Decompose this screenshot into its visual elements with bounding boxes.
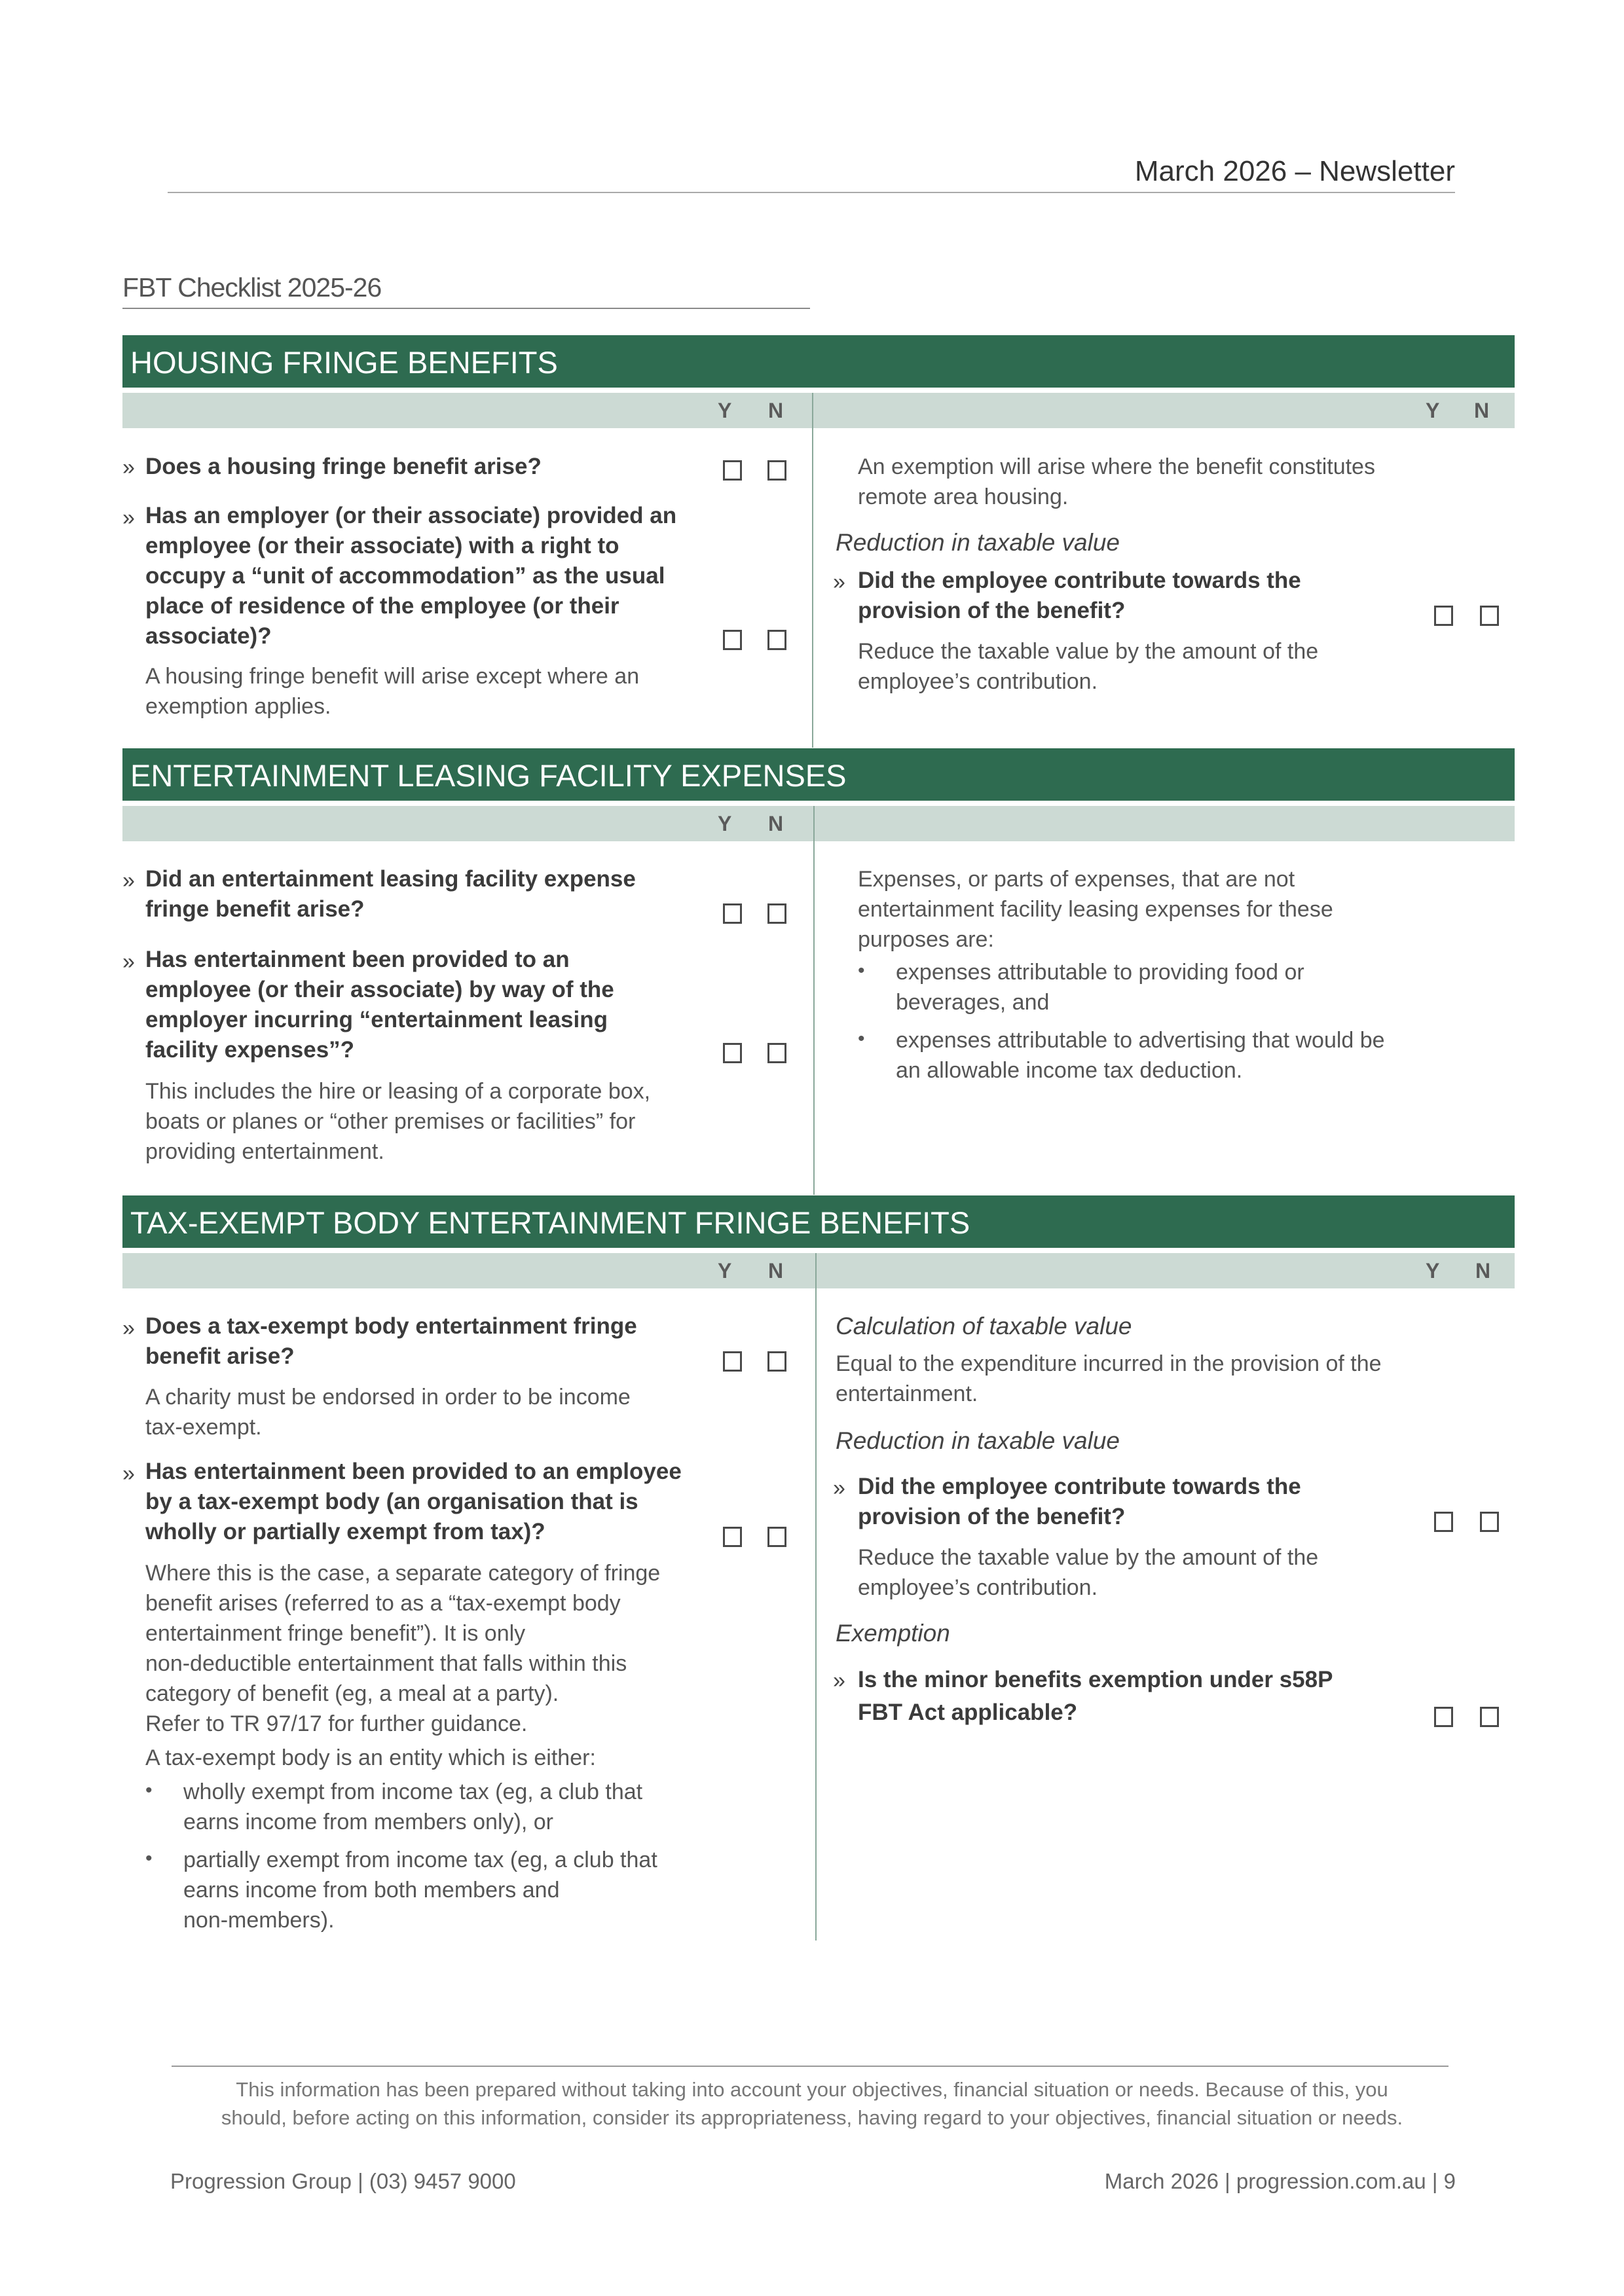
entertainment-yn-bar (122, 806, 1515, 841)
no-label: N (1474, 399, 1490, 422)
footer-contact: Progression Group | (03) 9457 9000 (170, 2169, 516, 2193)
entertainment-q1-yes-checkbox[interactable] (723, 903, 742, 924)
housing-yn-bar (122, 393, 1515, 428)
taxexempt-bullet-2: partially exempt from income tax (eg, a club that earns income from both members and non-members). (183, 1848, 657, 1933)
column-divider (812, 393, 813, 748)
column-divider (813, 806, 815, 1195)
taxexempt-q2-no-checkbox[interactable] (767, 1527, 786, 1547)
disclaimer: This information has been prepared without taking into account your objectives, financial situation or needs. Because of this, you should, before acting on this information, consider its appropriateness, having regard to your objectives, financial situation or needs. (221, 2078, 1403, 2129)
housing-reduction-heading: Reduction in taxable value (836, 529, 1120, 556)
taxexempt-q2-note: Where this is the case, a separate category of fringe benefit arises (referred to as a “tax-exempt body entertainment fringe benefit”). It is only non-deductible entertainment that falls within this category of benefit (eg, a meal at a party). Refer to TR 97/17 for further guidance. (145, 1561, 661, 1736)
entertainment-q1-no-checkbox[interactable] (767, 903, 786, 924)
section-entertainment-title: ENTERTAINMENT LEASING FACILITY EXPENSES (122, 748, 1515, 801)
taxexempt-contribution-yes-checkbox[interactable] (1434, 1512, 1453, 1532)
yes-label: Y (718, 1259, 732, 1283)
entertainment-q2-no-checkbox[interactable] (767, 1043, 786, 1063)
taxexempt-q2-yes-checkbox[interactable] (723, 1527, 742, 1547)
no-label: N (768, 812, 784, 835)
checklist-subtitle: FBT Checklist 2025-26 (122, 272, 810, 309)
no-label: N (768, 399, 784, 422)
chevron-bullet-icon: » (122, 1316, 135, 1341)
taxexempt-contribution-note: Reduce the taxable value by the amount of the employee’s contribution. (858, 1545, 1319, 1600)
yes-label: Y (718, 812, 732, 835)
housing-q1-no-checkbox[interactable] (767, 460, 786, 481)
taxexempt-q1-yes-checkbox[interactable] (723, 1351, 742, 1372)
housing-q2-yes-checkbox[interactable] (723, 630, 742, 650)
entertainment-expense-bullet-1: expenses attributable to providing food or beverages, and (896, 960, 1304, 1015)
entertainment-q2-note: This includes the hire or leasing of a corporate box, boats or planes or “other premises or facilities” for providing entertainment. (145, 1079, 651, 1164)
chevron-bullet-icon: » (122, 505, 135, 530)
taxexempt-yn-bar (122, 1253, 1515, 1288)
housing-q2-note: A housing fringe benefit will arise except where an exemption applies. (145, 664, 640, 719)
column-divider (815, 1253, 817, 1941)
housing-exemption-note: An exemption will arise where the benefit constitutes remote area housing. (858, 454, 1375, 509)
entertainment-question-2: Has entertainment been provided to an employee (or their associate) by way of the employer incurring “entertainment leasing facility expenses”? (145, 947, 614, 1063)
housing-contribution-question: Did the employee contribute towards the provision of the benefit? (858, 568, 1301, 623)
yes-label: Y (718, 399, 732, 422)
housing-contribution-no-checkbox[interactable] (1480, 606, 1499, 626)
chevron-bullet-icon: » (122, 455, 135, 480)
chevron-bullet-icon: » (833, 1668, 845, 1693)
entertainment-expenses-intro: Expenses, or parts of expenses, that are not entertainment facility leasing expenses for these purposes are: (858, 867, 1333, 952)
bullet-dot-icon: • (145, 1848, 153, 1869)
chevron-bullet-icon: » (833, 1476, 845, 1501)
taxexempt-contribution-question: Did the employee contribute towards the provision of the benefit? (858, 1474, 1301, 1529)
bullet-dot-icon: • (858, 960, 865, 981)
taxexempt-body-definition: A tax-exempt body is an entity which is either: (145, 1745, 596, 1770)
chevron-bullet-icon: » (122, 868, 135, 893)
newsletter-title: March 2026 – Newsletter (1134, 155, 1455, 187)
entertainment-expense-bullet-2: expenses attributable to advertising that would be an allowable income tax deduction. (896, 1028, 1385, 1083)
section-taxexempt-title: TAX-EXEMPT BODY ENTERTAINMENT FRINGE BENEFITS (122, 1195, 1515, 1248)
taxexempt-calculation-text: Equal to the expenditure incurred in the provision of the entertainment. (836, 1351, 1382, 1406)
chevron-bullet-icon: » (833, 570, 845, 594)
entertainment-q2-yes-checkbox[interactable] (723, 1043, 742, 1063)
chevron-bullet-icon: » (122, 1461, 135, 1486)
housing-contribution-note: Reduce the taxable value by the amount of the employee’s contribution. (858, 639, 1319, 694)
taxexempt-minor-yes-checkbox[interactable] (1434, 1707, 1453, 1727)
taxexempt-contribution-no-checkbox[interactable] (1480, 1512, 1499, 1532)
taxexempt-reduction-heading: Reduction in taxable value (836, 1427, 1120, 1454)
taxexempt-question-2: Has entertainment been provided to an employee by a tax-exempt body (an organisation that is wholly or partially exempt from tax)? (145, 1459, 682, 1544)
footer-divider (172, 2066, 1449, 2067)
no-label: N (1475, 1259, 1491, 1283)
housing-q2-no-checkbox[interactable] (767, 630, 786, 650)
taxexempt-question-1: Does a tax-exempt body entertainment fringe benefit arise? (145, 1313, 637, 1369)
bullet-dot-icon: • (858, 1028, 865, 1049)
bullet-dot-icon: • (145, 1779, 153, 1801)
taxexempt-bullet-1: wholly exempt from income tax (eg, a club that earns income from members only), or (183, 1779, 643, 1834)
housing-q1-yes-checkbox[interactable] (723, 460, 742, 481)
housing-question-2: Has an employer (or their associate) provided an employee (or their associate) with a right to occupy a “unit of accommodation” as the usual place of residence of the employee (or their associate)? (145, 503, 677, 649)
section-housing-title: HOUSING FRINGE BENEFITS (122, 335, 1515, 388)
chevron-bullet-icon: » (122, 949, 135, 974)
yes-label: Y (1426, 1259, 1440, 1283)
no-label: N (768, 1259, 784, 1283)
housing-question-1: Does a housing fringe benefit arise? (145, 454, 542, 479)
taxexempt-calculation-heading: Calculation of taxable value (836, 1313, 1132, 1339)
entertainment-question-1: Did an entertainment leasing facility expense fringe benefit arise? (145, 866, 636, 922)
taxexempt-exemption-heading: Exemption (836, 1620, 950, 1647)
taxexempt-minor-no-checkbox[interactable] (1480, 1707, 1499, 1727)
taxexempt-q1-no-checkbox[interactable] (767, 1351, 786, 1372)
page-header (168, 147, 1455, 193)
housing-contribution-yes-checkbox[interactable] (1434, 606, 1453, 626)
yes-label: Y (1426, 399, 1440, 422)
taxexempt-q1-note: A charity must be endorsed in order to be income tax-exempt. (145, 1385, 631, 1440)
footer-page-info: March 2026 | progression.com.au | 9 (1104, 2169, 1456, 2193)
taxexempt-minor-benefits-question: Is the minor benefits exemption under s58P FBT Act applicable? (858, 1667, 1333, 1725)
